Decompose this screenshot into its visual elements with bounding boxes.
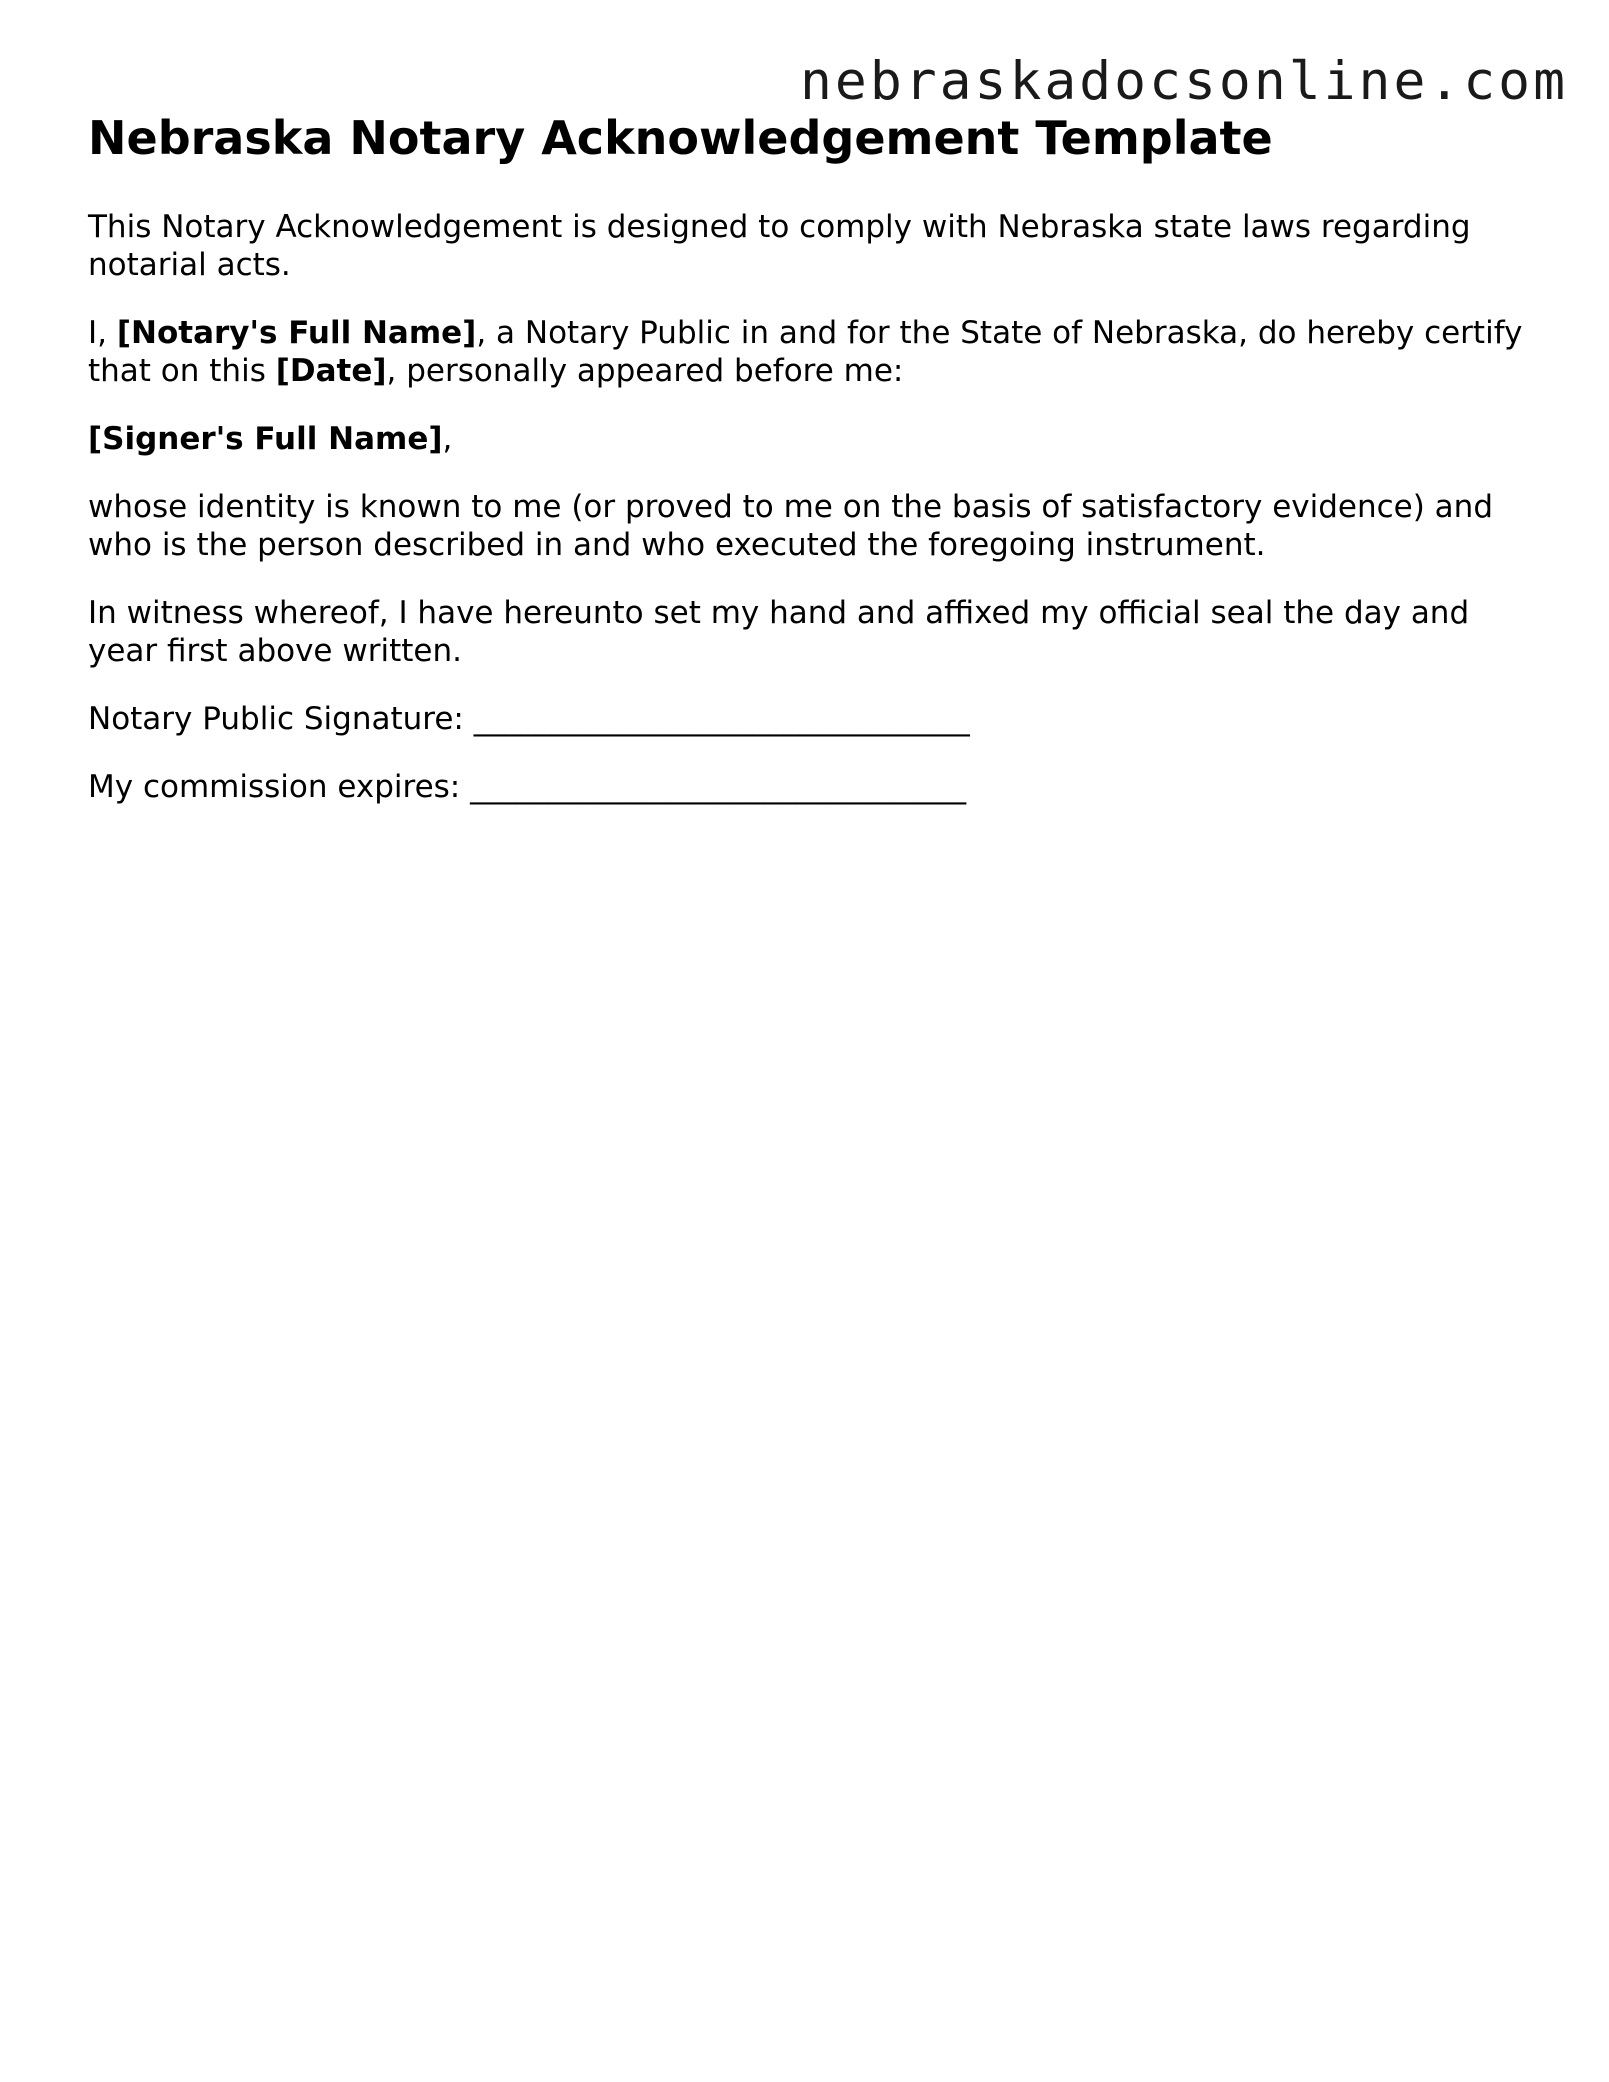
- signer-paragraph: [88, 420, 1528, 458]
- document-title: Nebraska Notary Acknowledgement Template: [88, 111, 1273, 165]
- intro-paragraph: This Notary Acknowledgement is designed to comply with Nebraska state laws regarding notarial acts.: [88, 209, 1471, 283]
- commission-expires-line: My commission expires: ________________________________: [88, 769, 967, 805]
- witness-paragraph: In witness whereof, I have hereunto set my hand and affixed my official seal the day and year first above written.: [88, 595, 1470, 669]
- notary-name-placeholder: [Notary's Full Name]: [116, 315, 477, 351]
- signer-suffix: ,: [442, 421, 453, 457]
- certify-suffix: , personally appeared before me:: [386, 353, 904, 389]
- certify-prefix: I,: [88, 315, 117, 351]
- certify-middle: , a Notary Public in and for the State of Nebraska, do hereby certify that on this: [88, 315, 1523, 389]
- watermark: nebraskadocsonline.com: [800, 51, 1568, 112]
- notary-signature-line: Notary Public Signature: ________________________________: [88, 701, 970, 737]
- document-page: [88, 108, 1528, 836]
- date-placeholder: [Date]: [275, 353, 387, 389]
- signer-name-placeholder: [Signer's Full Name]: [88, 421, 443, 457]
- certify-paragraph: [88, 314, 1528, 390]
- identity-paragraph: whose identity is known to me (or proved to me on the basis of satisfactory evidence) and who is the person described in and who executed the foregoing instrument.: [88, 489, 1494, 563]
